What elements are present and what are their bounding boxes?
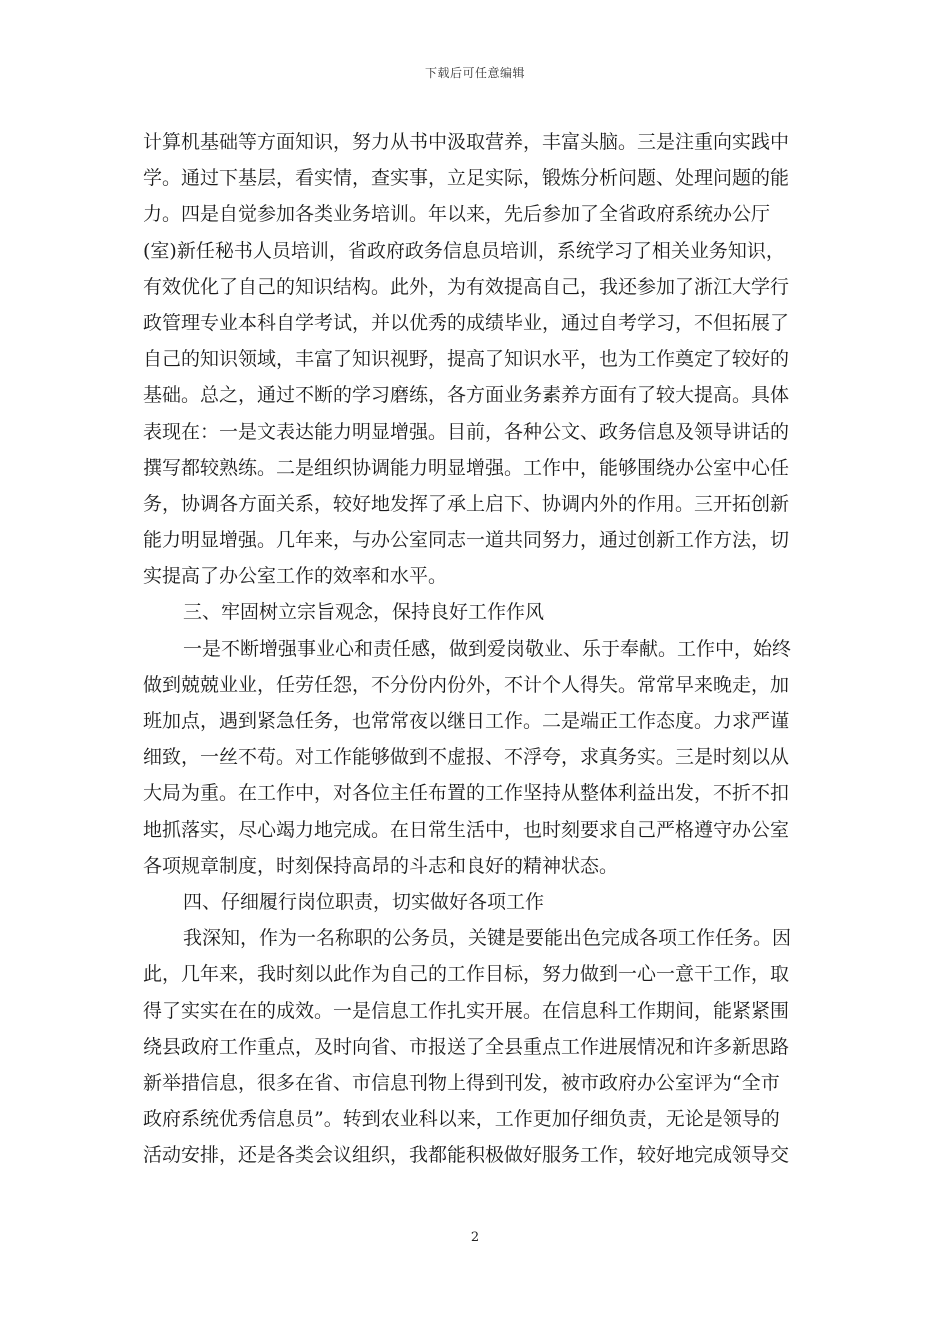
text-line: 新举措信息，很多在省、市信息刊物上得到刊发，被市政府办公室评为“全市 <box>143 1071 780 1094</box>
text-line: 做到兢兢业业，任劳任怨，不分份内份外，不计个人得失。常常早来晚走，加 <box>143 673 790 696</box>
text-line: 各项规章制度，时刻保持高昂的斗志和良好的精神状态。 <box>143 854 619 877</box>
text-line: 能力明显增强。几年来，与办公室同志一道共同努力，通过创新工作方法，切 <box>143 529 790 552</box>
text-line: 活动安排，还是各类会议组织，我都能积极做好服务工作，较好地完成领导交 <box>143 1144 790 1167</box>
text-line: 四、仔细履行岗位职责，切实做好各项工作 <box>183 890 545 913</box>
text-line: 撰写都较熟练。二是组织协调能力明显增强。工作中，能够围绕办公室中心任 <box>143 456 790 479</box>
text-line: 力。四是自觉参加各类业务培训。年以来，先后参加了全省政府系统办公厅 <box>143 203 771 226</box>
text-line: 务，协调各方面关系，较好地发挥了承上启下、协调内外的作用。三开拓创新 <box>143 492 790 515</box>
text-line: 政府系统优秀信息员”。转到农业科以来，工作更加仔细负责，无论是领导的 <box>143 1108 780 1131</box>
text-line: 一是不断增强事业心和责任感，做到爱岗敬业、乐于奉献。工作中，始终 <box>183 637 792 660</box>
text-line: 基础。总之，通过不断的学习磨练，各方面业务素养方面有了较大提高。具体 <box>143 384 790 407</box>
text-line: 政管理专业本科自学考试，并以优秀的成绩毕业，通过自考学习，不但拓展了 <box>143 311 790 334</box>
text-line: 有效优化了自己的知识结构。此外，为有效提高自己，我还参加了浙江大学行 <box>143 275 790 298</box>
text-line: 大局为重。在工作中，对各位主任布置的工作坚持从整体利益出发，不折不扣 <box>143 782 790 805</box>
text-line: 三、牢固树立宗旨观念，保持良好工作作风 <box>183 601 545 624</box>
text-line: 此，几年来，我时刻以此作为自己的工作目标，努力做到一心一意干工作，取 <box>143 963 790 986</box>
text-line: 实提高了办公室工作的效率和水平。 <box>143 565 448 588</box>
text-line: 绕县政府工作重点，及时向省、市报送了全县重点工作进展情况和许多新思路 <box>143 1035 790 1058</box>
text-line: 学。通过下基层，看实情，查实事，立足实际，锻炼分析问题、处理问题的能 <box>143 167 790 190</box>
text-line: 得了实实在在的成效。一是信息工作扎实开展。在信息科工作期间，能紧紧围 <box>143 999 790 1022</box>
text-line: 我深知，作为一名称职的公务员，关键是要能出色完成各项工作任务。因 <box>183 927 792 950</box>
text-line: 地抓落实，尽心竭力地完成。在日常生活中，也时刻要求自己严格遵守办公室 <box>143 818 790 841</box>
text-line: 细致，一丝不苟。对工作能够做到不虚报、不浮夸，求真务实。三是时刻以从 <box>143 746 790 769</box>
text-line: 班加点，遇到紧急任务，也常常夜以继日工作。二是端正工作态度。力求严谨 <box>143 710 790 732</box>
page-header: 下载后可任意编辑 <box>424 66 525 80</box>
text-line: 表现在：一是文表达能力明显增强。目前，各种公文、政务信息及领导讲话的 <box>143 420 790 443</box>
text-line: 自己的知识领域，丰富了知识视野，提高了知识水平，也为工作奠定了较好的 <box>143 348 790 371</box>
page-number: 2 <box>470 1230 480 1245</box>
text-line: 计算机基础等方面知识，努力从书中汲取营养，丰富头脑。三是注重向实践中 <box>143 131 790 153</box>
document-body <box>143 124 807 1173</box>
text-line: (室)新任秘书人员培训，省政府政务信息员培训，系统学习了相关业务知识， <box>143 239 785 262</box>
